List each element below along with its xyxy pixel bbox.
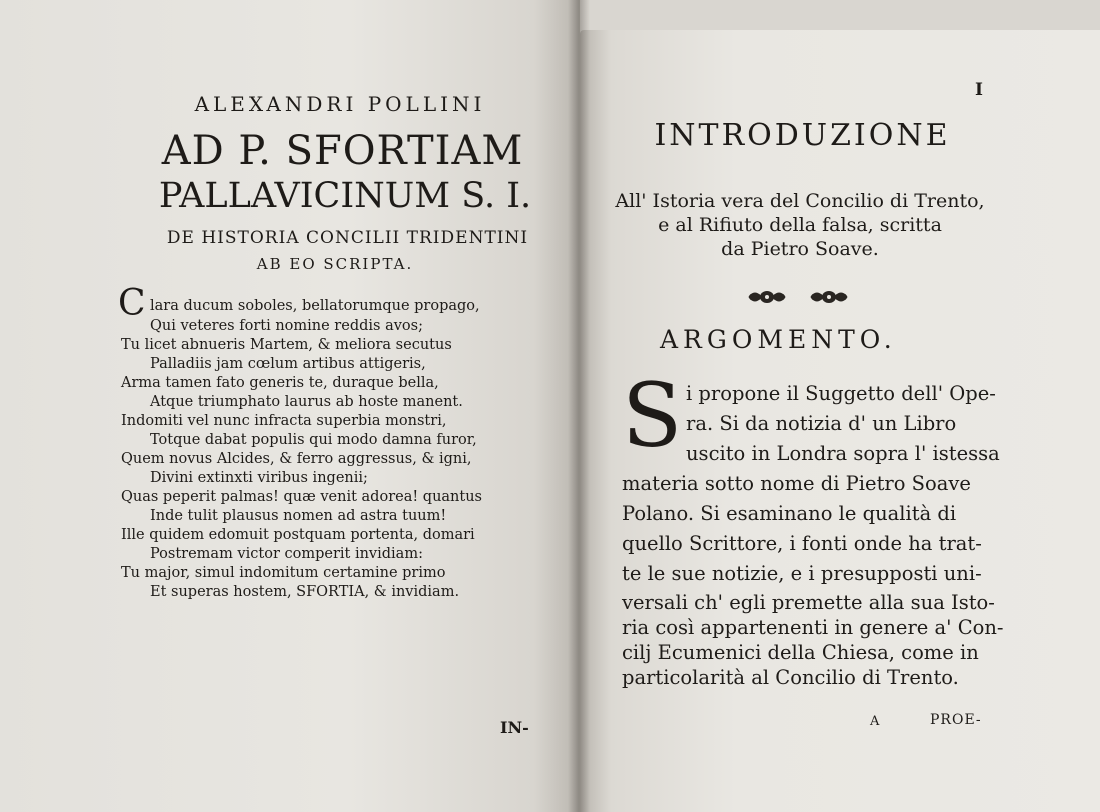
left-catchword: IN- xyxy=(500,718,529,737)
chapter-subtitle-line: All' Istoria vera del Concilio di Trento, xyxy=(615,190,985,212)
body-line: materia sotto nome di Pietro Soave xyxy=(622,472,971,495)
poem-line: Indomiti vel nunc infracta superbia monstri, xyxy=(121,413,447,429)
page-number: I xyxy=(975,80,983,100)
body-line: Polano. Si esaminano le qualità di xyxy=(622,502,957,525)
signature-mark: A xyxy=(870,714,881,729)
poem-line: Arma tamen fato generis te, duraque bella, xyxy=(121,375,439,391)
poem-line: lara ducum soboles, bellatorumque propago, xyxy=(150,298,480,314)
chapter-title: INTRODUZIONE xyxy=(654,118,951,153)
right-catchword: PROE- xyxy=(930,712,982,728)
poem-line: Inde tulit plausus nomen ad astra tuum! xyxy=(150,508,447,524)
body-line: ria così appartenenti in genere a' Con- xyxy=(622,616,1004,639)
poem-title-line1: AD P. SFORTIAM xyxy=(161,128,524,174)
poem-line: Postremam victor comperit invidiam: xyxy=(150,546,423,562)
poem-line: Palladiis jam cœlum artibus attigeris, xyxy=(150,356,426,372)
section-heading: ARGOMENTO. xyxy=(660,325,897,354)
chapter-subtitle-line: e al Rifiuto della falsa, scritta xyxy=(658,214,942,236)
poem-line: Totque dabat populis qui modo damna furor, xyxy=(150,432,477,448)
poem-dropcap: C xyxy=(118,283,146,324)
body-line: uscito in Londra sopra l' istessa xyxy=(686,442,1000,465)
body-line: ra. Si da notizia d' un Libro xyxy=(686,412,957,435)
poem-author: ALEXANDRI POLLINI xyxy=(194,92,486,116)
body-line: te le sue notizie, e i presupposti uni- xyxy=(622,562,982,585)
body-line: versali ch' egli premette alla sua Isto- xyxy=(622,591,995,614)
body-line: cilj Ecumenici della Chiesa, come in xyxy=(622,641,979,664)
poem-subtitle: DE HISTORIA CONCILII TRIDENTINI xyxy=(166,228,529,248)
poem-line: Qui veteres forti nomine reddis avos; xyxy=(150,318,423,334)
poem-title-line2: PALLAVICINUM S. I. xyxy=(158,176,532,216)
body-line: i propone il Suggetto dell' Ope- xyxy=(686,382,996,405)
poem-line: Quem novus Alcides, & ferro aggressus, & igni, xyxy=(121,451,472,467)
poem-line: Tu major, simul indomitum certamine primo xyxy=(121,565,446,581)
poem-line: Atque triumphato laurus ab hoste manent. xyxy=(150,394,463,410)
body-line: quello Scrittore, i fonti onde ha trat- xyxy=(622,532,982,555)
body-dropcap: S xyxy=(622,364,683,467)
printer-ornament-icon xyxy=(745,286,860,308)
poem-line: Tu licet abnueris Martem, & meliora secutus xyxy=(121,337,452,353)
poem-subtitle2: AB EO SCRIPTA. xyxy=(256,255,414,273)
book-gutter xyxy=(568,0,590,812)
body-line: particolarità al Concilio di Trento. xyxy=(622,666,959,689)
poem-line: Ille quidem edomuit postquam portenta, domari xyxy=(121,527,475,543)
poem-line: Quas peperit palmas! quæ venit adorea! quantus xyxy=(121,489,482,505)
poem-line: Et superas hostem, SFORTIA, & invidiam. xyxy=(150,584,460,600)
poem-line: Divini extinxti viribus ingenii; xyxy=(150,470,368,486)
chapter-subtitle-line: da Pietro Soave. xyxy=(721,238,879,260)
